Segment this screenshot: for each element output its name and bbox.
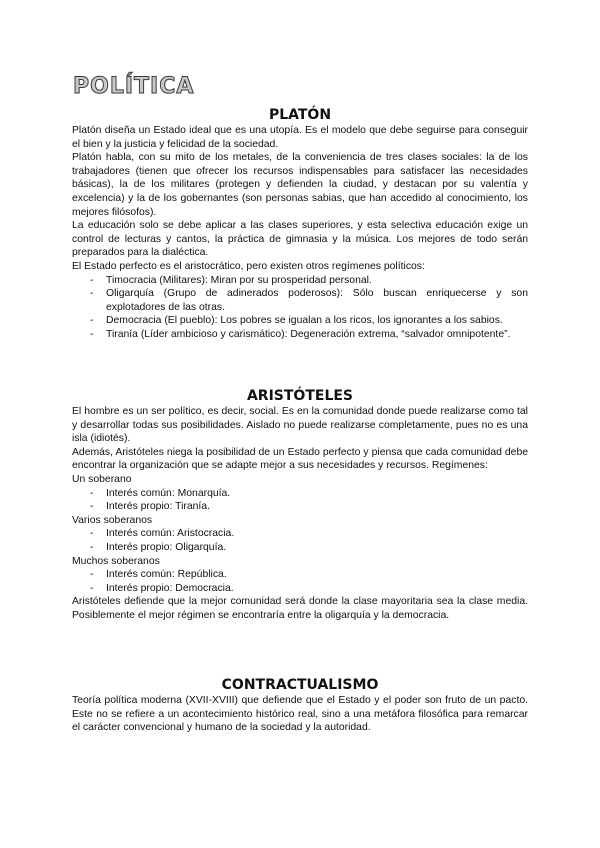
section-heading-platon: PLATÓN xyxy=(268,107,332,123)
list-item: - Interés propio: Democracia. xyxy=(106,582,528,596)
paragraph: Teoría política moderna (XVII-XVIII) que defiende que el Estado y el poder son fruto de un pacto. Este no se refiere a un acontecimiento histórico real, sino a una metáfora filosófica para remarcar el carácter convencional y humano de la sociedad y la autoridad. xyxy=(72,695,528,734)
section-contractualismo xyxy=(72,676,528,735)
list-item: - Tiranía (Líder ambicioso y carismático): Degeneración extrema, “salvador omnipotente”. xyxy=(106,328,528,342)
paragraph: La educación solo se debe aplicar a las clases superiores, y esta selectiva educación exige un control de lecturas y cantos, la práctica de gimnasia y la música. Los mejores de todo serán preparados para la dialéctica. xyxy=(72,220,528,259)
paragraph: Platón habla, con su mito de los metales, de la conveniencia de tres clases sociales: la de los trabajadores (tienen que ofrecer los recursos indispensables para satisfacer las necesidades básicas), la de los militares (protegen y defienden la ciudad, y destacan por su valentía y excelencia) y la de los gobernantes (son personas sabias, que han accedido al conocimiento, los mejores filósofos). xyxy=(72,152,528,218)
list-item: - Democracia (El pueblo): Los pobres se igualan a los ricos, los ignorantes a los sabios. xyxy=(106,314,528,328)
section-heading-aristoteles: ARISTÓTELES xyxy=(246,388,354,404)
paragraph: Platón diseña un Estado ideal que es una utopía. Es el modelo que debe seguirse para conseguir el bien y la justicia y felicidad de la sociedad. xyxy=(72,125,528,150)
paragraph: Además, Aristóteles niega la posibilidad de un Estado perfecto y piensa que cada comunidad debe encontrar la organización que se adapte mejor a sus necesidades y recursos. Regímenes: xyxy=(72,446,528,472)
group-label: Un soberano xyxy=(72,473,132,485)
list-item: - Timocracia (Militares): Miran por su prosperidad personal. xyxy=(106,274,528,288)
list-item: - Interés común: Aristocracia. xyxy=(106,527,528,541)
group-label: Muchos soberanos xyxy=(72,555,160,567)
paragraph: El hombre es un ser político, es decir, social. Es en la comunidad donde puede realizarse como tal y desarrollar todas sus posibilidades. Aislado no puede realizarse completamente, pues no es una isla (idiotés). xyxy=(72,406,528,445)
section-platon xyxy=(72,106,528,342)
regimes-list xyxy=(72,274,528,342)
group-label: Varios soberanos xyxy=(72,514,153,526)
paragraph: Aristóteles defiende que la mejor comunidad será donde la clase mayoritaria sea la clase media. Posiblemente el mejor régimen se encontraría entre la oligarquía y la democracia. xyxy=(72,596,528,621)
list-item: - Interés propio: Oligarquía. xyxy=(106,541,528,555)
list-item: - Interés común: Monarquía. xyxy=(106,487,528,501)
list-item: - Interés común: República. xyxy=(106,568,528,582)
group-list xyxy=(72,487,528,514)
paragraph: El Estado perfecto es el aristocrático, pero existen otros regímenes políticos: xyxy=(72,260,425,272)
group-list xyxy=(72,527,528,554)
document-title: POLÍTICA xyxy=(73,74,195,99)
section-aristoteles xyxy=(72,387,528,623)
group-list xyxy=(72,568,528,595)
section-heading-contractualismo: CONTRACTUALISMO xyxy=(221,677,379,693)
list-item: - Oligarquía (Grupo de adinerados poderosos): Sólo buscan enriquecerse y son explotadores de las otras. xyxy=(106,287,528,314)
list-item: - Interés propio: Tiranía. xyxy=(106,500,528,514)
